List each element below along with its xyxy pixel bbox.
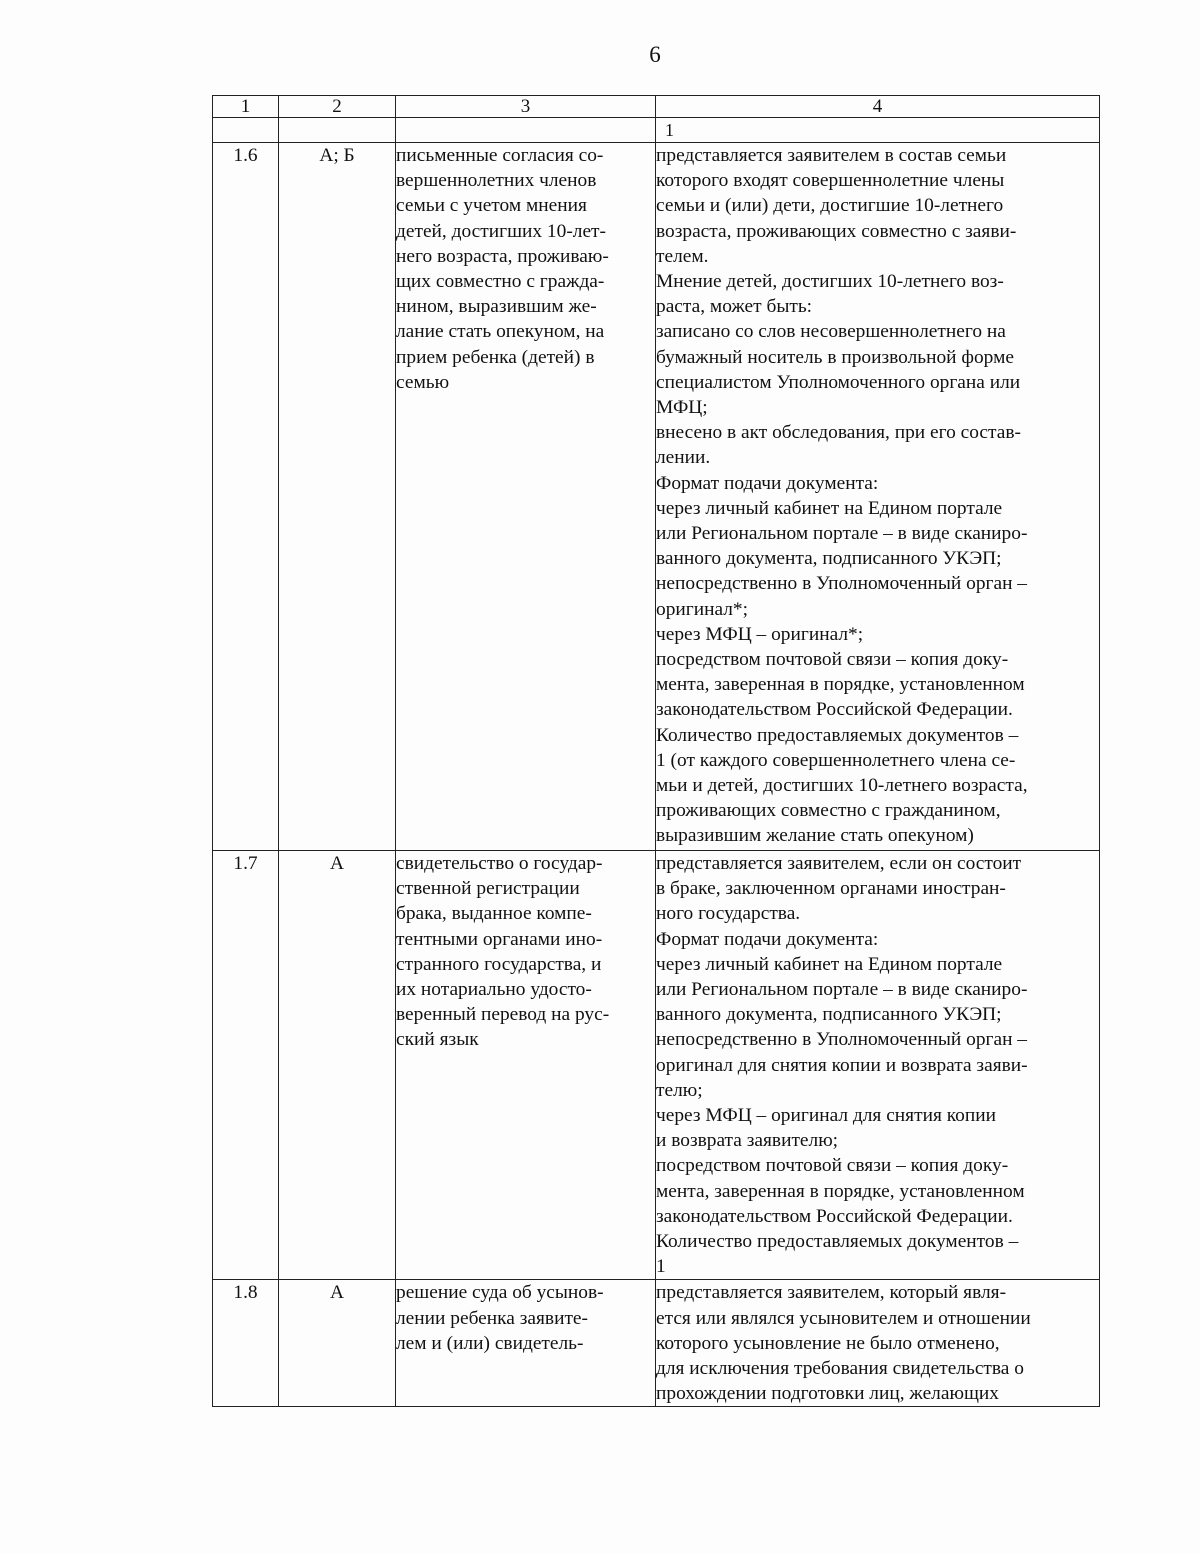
document-name	[396, 851, 656, 1280]
text-line: непосредственно в Уполномоченный орган –	[656, 1029, 1028, 1051]
text-line: телем.	[656, 245, 709, 267]
text-line: прием ребенка (детей) в	[396, 346, 595, 368]
column-header: 2	[279, 96, 396, 118]
text-line: тентными органами ино-	[396, 928, 603, 950]
text-line: которого усыновление не было отменено,	[656, 1332, 1000, 1354]
text-line: специалистом Уполномоченного органа или	[656, 371, 1021, 393]
text-line: через МФЦ – оригинал*;	[656, 623, 864, 645]
text-line: в браке, заключенном органами иностран-	[656, 878, 1006, 900]
text-line: через личный кабинет на Едином портале	[656, 497, 1003, 519]
text-line: ский язык	[396, 1029, 479, 1051]
text-line: представляется заявителем, который явля-	[656, 1282, 1007, 1304]
document-name	[396, 143, 656, 851]
document-name	[396, 1280, 656, 1407]
text-line: непосредственно в Уполномоченный орган –	[656, 573, 1028, 595]
text-line: бумажный носитель в произвольной форме	[656, 346, 1014, 368]
text-line: Мнение детей, достигших 10-летнего воз-	[656, 271, 1004, 293]
text-line: ванного документа, подписанного УКЭП;	[656, 548, 1002, 570]
text-line: законодательством Российской Федерации.	[656, 1205, 1013, 1227]
text-line: проживающих совместно с гражданином,	[656, 800, 1001, 822]
subheader-cell	[213, 118, 279, 143]
document-details	[656, 143, 1100, 851]
text-line: семью	[396, 371, 450, 393]
text-line: Количество предоставляемых документов –	[656, 1231, 1019, 1253]
subheader-cell	[396, 118, 656, 143]
text-line: нином, выразившим же-	[396, 296, 597, 318]
text-line: которого входят совершеннолетние члены	[656, 170, 1005, 192]
text-line: мьи и детей, достигших 10-летнего возраста,	[656, 775, 1028, 797]
text-line: посредством почтовой связи – копия доку-	[656, 1155, 1009, 1177]
text-line: представляется заявителем, если он состоит	[656, 853, 1022, 874]
document-details	[656, 851, 1100, 1280]
column-header: 1	[213, 96, 279, 118]
table-row	[213, 851, 1100, 1280]
row-category: А; Б	[279, 143, 396, 851]
text-line: письменные согласия со-	[396, 145, 604, 166]
document-details	[656, 1280, 1100, 1407]
column-header: 3	[396, 96, 656, 118]
text-line: оригинал*;	[656, 598, 749, 620]
row-category: А	[279, 1280, 396, 1407]
table-header-row	[213, 96, 1100, 118]
text-line: или Региональном портале – в виде сканиро-	[656, 523, 1028, 545]
text-line: записано со слов несовершеннолетнего на	[656, 321, 1006, 343]
text-line: брака, выданное компе-	[396, 903, 592, 925]
text-line: вершеннолетних членов	[396, 170, 597, 192]
row-number: 1.6	[213, 143, 279, 851]
row-number: 1.7	[213, 851, 279, 1280]
row-number: 1.8	[213, 1280, 279, 1407]
text-line: Формат подачи документа:	[656, 472, 879, 494]
table-row	[213, 1280, 1100, 1407]
text-line: возраста, проживающих совместно с заяви-	[656, 220, 1017, 242]
text-line: 1 (от каждого совершеннолетнего члена се-	[656, 749, 1016, 771]
text-line: семьи и (или) дети, достигшие 10-летнего	[656, 195, 1004, 217]
text-line: мента, заверенная в порядке, установленном	[656, 1180, 1025, 1202]
subheader-cell: 1	[656, 118, 1100, 143]
text-line: лем и (или) свидетель-	[396, 1332, 584, 1354]
text-line: посредством почтовой связи – копия доку-	[656, 649, 1009, 671]
text-line: внесено в акт обследования, при его состав-	[656, 422, 1021, 444]
text-line: выразившим желание стать опекуном)	[656, 825, 974, 847]
text-line: телю;	[656, 1079, 703, 1101]
text-line: решение суда об усынов-	[396, 1282, 604, 1304]
text-line: лении ребенка заявите-	[396, 1307, 588, 1329]
text-line: и возврата заявителю;	[656, 1130, 839, 1152]
text-line: детей, достигших 10-лет-	[396, 220, 606, 242]
text-line: ственной регистрации	[396, 878, 580, 900]
table-subheader-row	[213, 118, 1100, 143]
text-line: через МФЦ – оригинал для снятия копии	[656, 1105, 996, 1127]
text-line: семьи с учетом мнения	[396, 195, 587, 217]
page-number: 6	[649, 42, 661, 67]
text-line: 1	[656, 1256, 666, 1278]
text-line: прохождении подготовки лиц, желающих	[656, 1383, 999, 1405]
text-line: лении.	[656, 447, 711, 469]
text-line: для исключения требования свидетельства о	[656, 1358, 1024, 1380]
text-line: Количество предоставляемых документов –	[656, 724, 1019, 746]
text-line: лание стать опекуном, на	[396, 321, 605, 343]
text-line: МФЦ;	[656, 397, 708, 419]
text-line: их нотариально удосто-	[396, 979, 592, 1001]
text-line: странного государства, и	[396, 953, 602, 975]
row-category: А	[279, 851, 396, 1280]
text-line: ванного документа, подписанного УКЭП;	[656, 1004, 1002, 1026]
text-line: веренный перевод на рус-	[396, 1004, 610, 1026]
text-line: него возраста, проживаю-	[396, 245, 609, 267]
column-header: 4	[656, 96, 1100, 118]
text-line: оригинал для снятия копии и возврата заяви-	[656, 1054, 1028, 1076]
text-line: или Региональном портале – в виде сканиро-	[656, 979, 1028, 1001]
text-line: свидетельство о государ-	[396, 853, 603, 874]
text-line: щих совместно с гражда-	[396, 271, 605, 293]
text-line: раста, может быть:	[656, 296, 813, 318]
table-row	[213, 143, 1100, 851]
requirements-table	[212, 95, 1100, 1407]
text-line: представляется заявителем в состав семьи	[656, 145, 1007, 166]
subheader-cell	[279, 118, 396, 143]
text-line: ется или являлся усыновителем и отношении	[656, 1307, 1031, 1329]
text-line: мента, заверенная в порядке, установленном	[656, 674, 1025, 696]
text-line: Формат подачи документа:	[656, 928, 879, 950]
text-line: законодательством Российской Федерации.	[656, 699, 1013, 721]
text-line: через личный кабинет на Едином портале	[656, 953, 1003, 975]
text-line: ного государства.	[656, 903, 801, 925]
